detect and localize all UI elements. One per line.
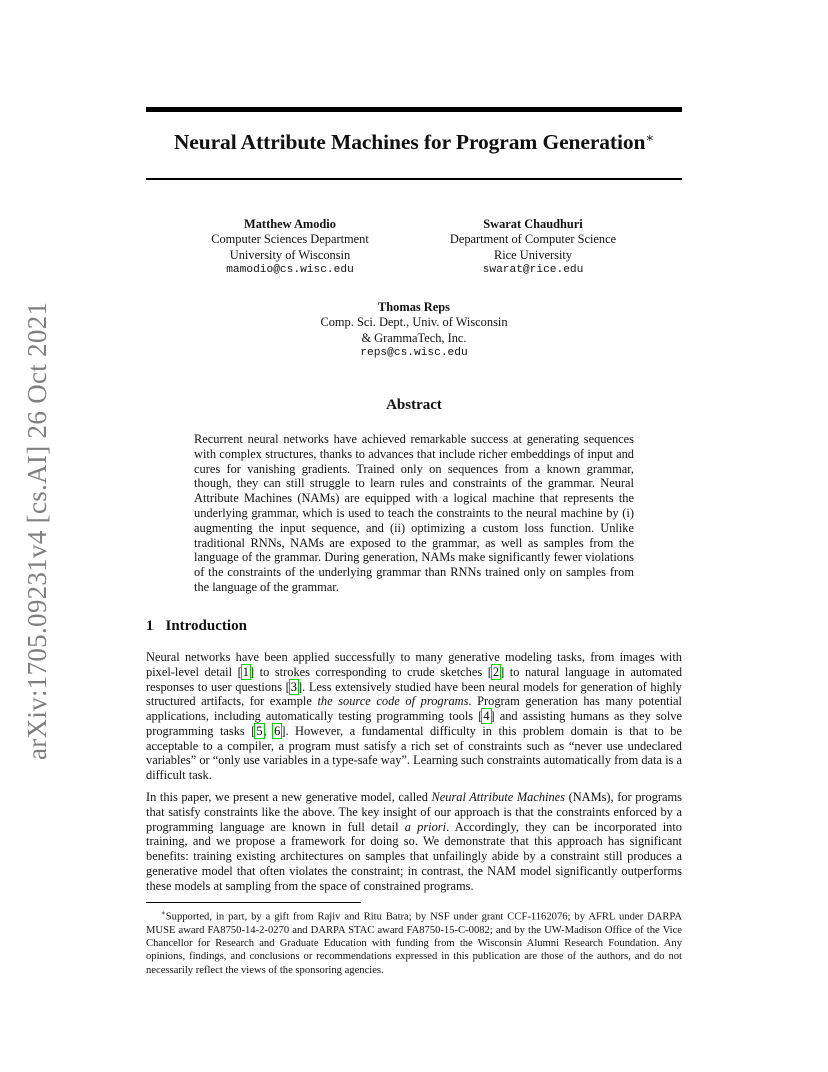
footnote-rule bbox=[146, 902, 361, 903]
text-run: In this paper, we present a new generative model, called bbox=[146, 790, 432, 804]
footnote bbox=[146, 907, 682, 977]
text-run: and assisting humans as they solve programming tasks [ bbox=[146, 709, 682, 738]
author-affiliation: University of Wisconsin bbox=[229, 247, 351, 262]
text-run: ]. However, a fundamental difficulty in this problem domain is that to be acceptable to a compiler, a program must satisfy a rich set of constraints such as “never use undeclared variables” or “only use variables in a type-safe way”. Learning such constraints automatically from data is a difficult task. bbox=[146, 723, 682, 782]
title-top-rule bbox=[146, 107, 682, 112]
title-footnote-mark[interactable]: ∗ bbox=[645, 130, 655, 145]
abstract-heading: Abstract bbox=[386, 397, 442, 413]
citation-link[interactable]: 2 bbox=[492, 664, 500, 679]
author-block bbox=[180, 217, 400, 278]
footnote-mark: ∗ bbox=[161, 909, 166, 917]
title-text: Neural Attribute Machines for Program Generation bbox=[173, 130, 646, 154]
emphasis: Neural Attribute Machines bbox=[431, 790, 566, 804]
citation-link[interactable]: 5 bbox=[256, 723, 263, 738]
footnote-text: Supported, in part, by a gift from Rajiv and Ritu Batra; by NSF under grant CCF-1162076; by AFRL under DARPA MUSE award FA8750-14-2-0270 and DARPA STAC award FA8750-15-C-0082; and by the UW-Madison Office of the Vice Chancellor for Research and Graduate Education with funding from the Wisconsin Alumni Research Foundation. Any opinions, findings, and conclusions or recommendations expressed in this publication are those of the authors, and do not necessarily reflect the views of the sponsoring agencies. bbox=[146, 911, 682, 976]
section-title: Introduction bbox=[165, 618, 247, 634]
text-run: . Accordingly, they can be incorporated into training, and we propose a framework for doing so. We demonstrate that this approach has significant benefits: training existing architectures on samples that unfailingly abide by a constraint still produces a generative model that often violates the constraint; in contrast, the NAM model significantly outperforms these models at sampling from the space of constrained programs. bbox=[146, 819, 682, 893]
author-affiliation: Comp. Sci. Dept., Univ. of Wisconsin bbox=[320, 315, 508, 330]
text-run: Neural networks have been applied successfully to many generative modeling tasks, from images with pixel-level detail bbox=[146, 650, 682, 679]
text-run: to natural language in automated responses to user questions bbox=[146, 664, 683, 694]
text-run: . Program generation has many potential applications, including automatically testing programming tools bbox=[146, 694, 682, 723]
author-affiliation: Rice University bbox=[493, 247, 573, 262]
section-number: 1 bbox=[146, 618, 154, 634]
citation-link[interactable]: 3 bbox=[290, 679, 297, 694]
emphasis: a priori bbox=[404, 819, 447, 834]
section-heading bbox=[146, 618, 247, 635]
text-run: to strokes corresponding to crude sketches bbox=[254, 664, 488, 679]
arxiv-stamp: arXiv:1705.09231v4 [cs.AI] 26 Oct 2021 bbox=[22, 301, 52, 760]
author-block bbox=[284, 300, 544, 361]
author-affiliation: Computer Sciences Department bbox=[211, 232, 369, 247]
author-email: reps@cs.wisc.edu bbox=[360, 346, 468, 359]
paper-title bbox=[146, 130, 682, 155]
emphasis: the source code of programs bbox=[317, 694, 469, 709]
author-affiliation: Department of Computer Science bbox=[449, 232, 617, 247]
intro-paragraph bbox=[146, 790, 682, 893]
citation-link[interactable]: 6 bbox=[274, 723, 281, 738]
author-block bbox=[423, 217, 643, 278]
abstract-body: Recurrent neural networks have achieved remarkable success at generating sequences with complex structures, thanks to advances that include richer embeddings of input and cures for vanishing gradients. Trained only on sequences from a known grammar, though, they can still struggle to learn rules and constraints of the grammar. Neural Attribute Machines (NAMs) are equipped with a logical machine that represents the underlying grammar, which is used to teach the constraints to the neural machine by (i) augmenting the input sequence, and (ii) optimizing a custom loss function. Unlike traditional RNNs, NAMs are exposed to the grammar, as well as samples from the language of the grammar. During generation, NAMs make significantly fewer violations of the constraints of the underlying grammar than RNNs trained only on samples from the language of the grammar. bbox=[194, 432, 634, 594]
author-name: Thomas Reps bbox=[378, 300, 450, 314]
citation-link[interactable]: 1 bbox=[242, 664, 249, 679]
author-name: Swarat Chaudhuri bbox=[483, 217, 583, 231]
text-run: (NAMs), for programs that satisfy constraints like the above. The key insight of our approach is that the constraints enforced by a programming language are known in full detail bbox=[146, 790, 683, 834]
author-email: mamodio@cs.wisc.edu bbox=[226, 263, 354, 276]
citation-link[interactable]: 4 bbox=[483, 709, 490, 723]
author-affiliation: & GrammaTech, Inc. bbox=[361, 330, 467, 345]
intro-paragraph: Neural networks have been applied successfully to many generative modeling tasks, from images with pixel-level detail [1] to strokes corresponding to crude sketches [2] to natural language in automated responses to user questions [3]. Less extensively studied have been neural models for generation of highly structured artifacts, for example the source code of programs. Program generation has many potential applications, including automatically testing programming tools [4] and assisting humans as they solve programming tasks [5, 6]. However, a fundamental difficulty in this problem domain is that to be acceptable to a compiler, a program must satisfy a rich set of constraints such as “never use undeclared variables” or “only use variables in a type-safe way”. Learning such constraints automatically from data is a difficult task. bbox=[146, 650, 683, 782]
text-run: , bbox=[263, 723, 274, 738]
text-run: . Less extensively studied have been neural models for generation of highly structured artifacts, for example bbox=[146, 679, 682, 709]
title-bottom-rule bbox=[146, 178, 682, 180]
author-name: Matthew Amodio bbox=[244, 217, 336, 231]
author-email: swarat@rice.edu bbox=[482, 263, 584, 276]
